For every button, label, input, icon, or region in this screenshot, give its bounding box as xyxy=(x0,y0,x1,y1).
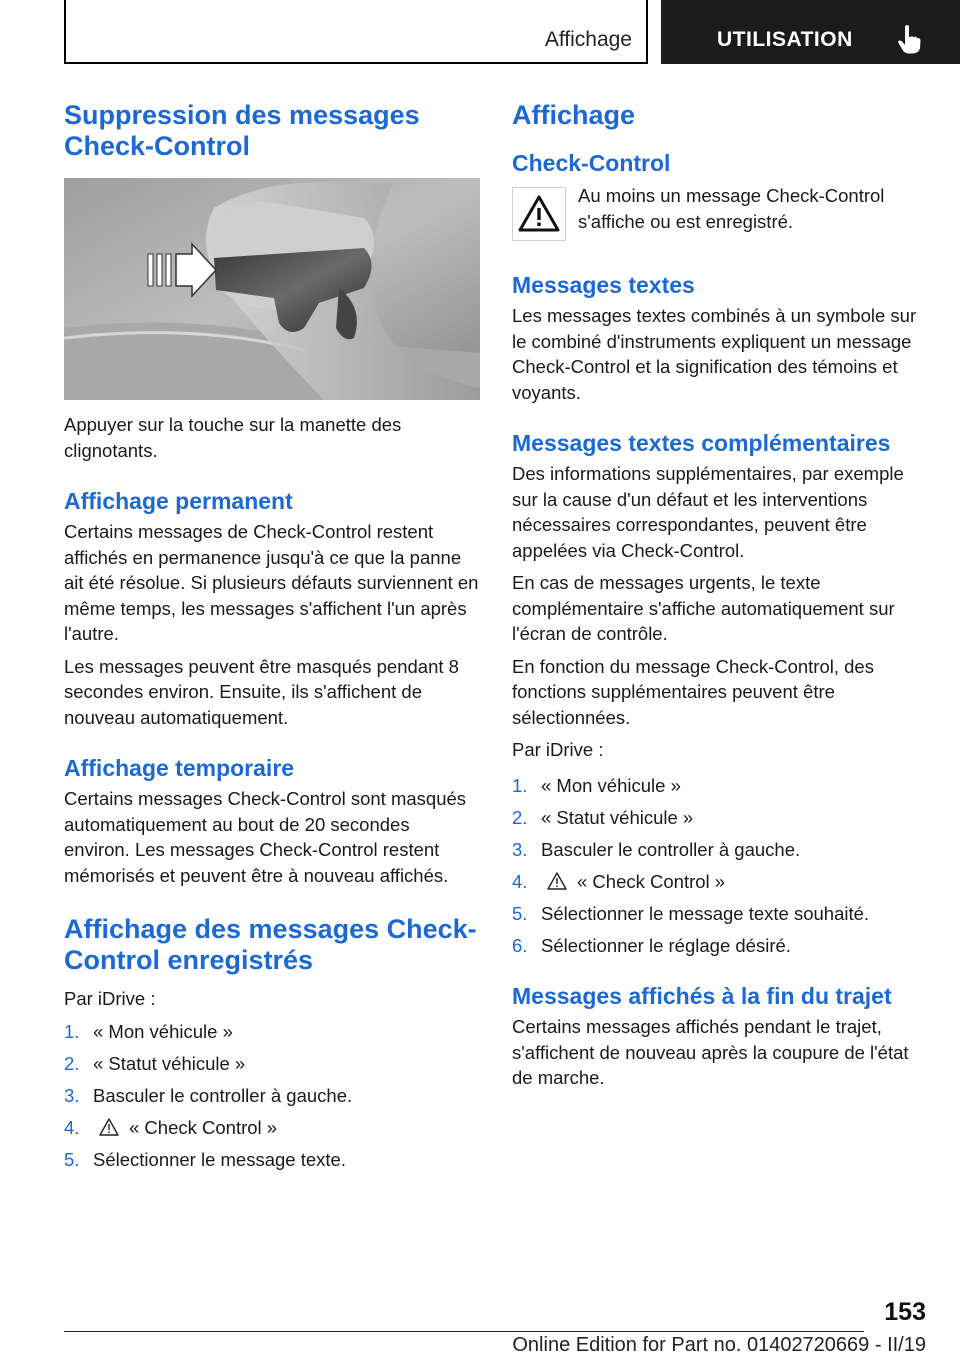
header-section-title: Affichage xyxy=(544,28,632,51)
right-column xyxy=(512,100,926,1098)
step-text: « Check Control » xyxy=(129,1116,278,1138)
check-control-description: Au moins un message Check-Control s'affiche ou est enregistré. xyxy=(578,185,885,232)
warning-triangle-icon xyxy=(547,872,567,890)
step-text: « Statut véhicule » xyxy=(93,1052,246,1074)
list-item xyxy=(64,1115,480,1141)
warning-triangle-icon xyxy=(513,188,565,240)
section-title-stored-messages: Affichage des messages Check-Control enregistrés xyxy=(64,914,477,975)
pointing-hand-icon xyxy=(897,24,921,54)
heading-affichage-temporaire: Affichage temporaire xyxy=(64,755,295,781)
step-number: 6. xyxy=(512,934,528,956)
list-item xyxy=(64,1147,480,1173)
list-item xyxy=(512,901,926,927)
step-number: 1. xyxy=(512,774,528,796)
step-number: 1. xyxy=(64,1020,80,1042)
footer-divider xyxy=(64,1331,864,1332)
step-text: Sélectionner le message texte. xyxy=(93,1148,346,1170)
step-number: 4. xyxy=(512,870,528,892)
step-text: Sélectionner le réglage désiré. xyxy=(541,934,791,956)
heading-check-control: Check-Control xyxy=(512,150,671,176)
step-text: « Check Control » xyxy=(577,870,726,892)
left-column xyxy=(64,100,480,1179)
step-number: 2. xyxy=(512,806,528,828)
photo-caption: Appuyer sur la touche sur la manette des clignotants. xyxy=(64,414,402,461)
page-number: 153 xyxy=(884,1298,926,1326)
turn-signal-stalk-photo xyxy=(64,178,480,400)
paragraph-complementaires-1: Des informations supplémentaires, par exemple sur la cause d'un défaut et les interventions nécessaires correspondantes, peuvent être appelées via Check-Control. xyxy=(512,463,904,561)
header-chapter-title: UTILISATION xyxy=(717,28,853,51)
heading-messages-fin-trajet: Messages affichés à la fin du trajet xyxy=(512,983,892,1009)
step-text: « Statut véhicule » xyxy=(541,806,694,828)
step-number: 2. xyxy=(64,1052,80,1074)
list-item xyxy=(64,1019,480,1045)
paragraph-complementaires-3: En fonction du message Check-Control, des fonctions supplémentaires peuvent être sélectionnées. xyxy=(512,655,874,728)
paragraph-fin-trajet-1: Certains messages affichés pendant le trajet, s'affichent de nouveau après la coupure de l'état de marche. xyxy=(512,1016,909,1088)
list-item xyxy=(512,837,926,863)
list-item xyxy=(512,869,926,895)
stored-steps-list xyxy=(64,1019,480,1173)
stored-intro: Par iDrive : xyxy=(64,988,156,1009)
step-number: 4. xyxy=(64,1116,80,1138)
heading-messages-textes: Messages textes xyxy=(512,272,695,298)
heading-messages-complementaires: Messages textes complémentaires xyxy=(512,430,891,456)
paragraph-textes-1: Les messages textes combinés à un symbole sur le combiné d'instruments expliquent un message Check-Control et la signification des témoins et voyants. xyxy=(512,305,917,403)
step-text: Basculer le controller à gauche. xyxy=(541,838,801,860)
list-item xyxy=(512,773,926,799)
warning-symbol-box xyxy=(512,187,566,241)
header-chapter-tab xyxy=(661,0,960,64)
check-control-symbol-row xyxy=(512,187,926,271)
paragraph-permanent-2: Les messages peuvent être masqués pendant 8 secondes environ. Ensuite, ils s'affichent de nouveau automatiquement. xyxy=(64,655,459,728)
step-number: 5. xyxy=(64,1148,80,1170)
step-text: « Mon véhicule » xyxy=(541,774,681,796)
step-text: « Mon véhicule » xyxy=(93,1020,233,1042)
step-text: Sélectionner le message texte souhaité. xyxy=(541,902,870,924)
section-title-affichage: Affichage xyxy=(512,100,636,130)
paragraph-complementaires-2: En cas de messages urgents, le texte complémentaire s'affiche automatiquement sur l'écran de contrôle. xyxy=(512,572,895,644)
warning-triangle-icon xyxy=(99,1118,119,1136)
heading-affichage-permanent: Affichage permanent xyxy=(64,488,293,514)
section-title-suppression: Suppression des messages Check-Control xyxy=(64,100,420,161)
step-number: 3. xyxy=(512,838,528,860)
header-section-box xyxy=(64,0,648,64)
paragraph-permanent-1: Certains messages de Check-Control restent affichés en permanence jusqu'à ce que la panne ait été résolue. Si plusieurs défauts surviennent en même temps, les messages s'affichent l'un après l'autre. xyxy=(64,521,479,644)
complementaires-steps-list xyxy=(512,773,926,959)
footer-edition: Online Edition for Part no. 01402720669 - II/19 xyxy=(512,1334,926,1356)
list-item xyxy=(64,1083,480,1109)
step-number: 3. xyxy=(64,1084,80,1106)
paragraph-temporaire-1: Certains messages Check-Control sont masqués automatiquement au bout de 20 secondes environ. Les messages Check-Control restent mémorisés et peuvent être à nouveau affichés. xyxy=(64,788,467,886)
list-item xyxy=(512,805,926,831)
complementaires-intro: Par iDrive : xyxy=(512,739,604,760)
step-text: Basculer le controller à gauche. xyxy=(93,1084,353,1106)
list-item xyxy=(512,933,926,959)
step-number: 5. xyxy=(512,902,528,924)
list-item xyxy=(64,1051,480,1077)
